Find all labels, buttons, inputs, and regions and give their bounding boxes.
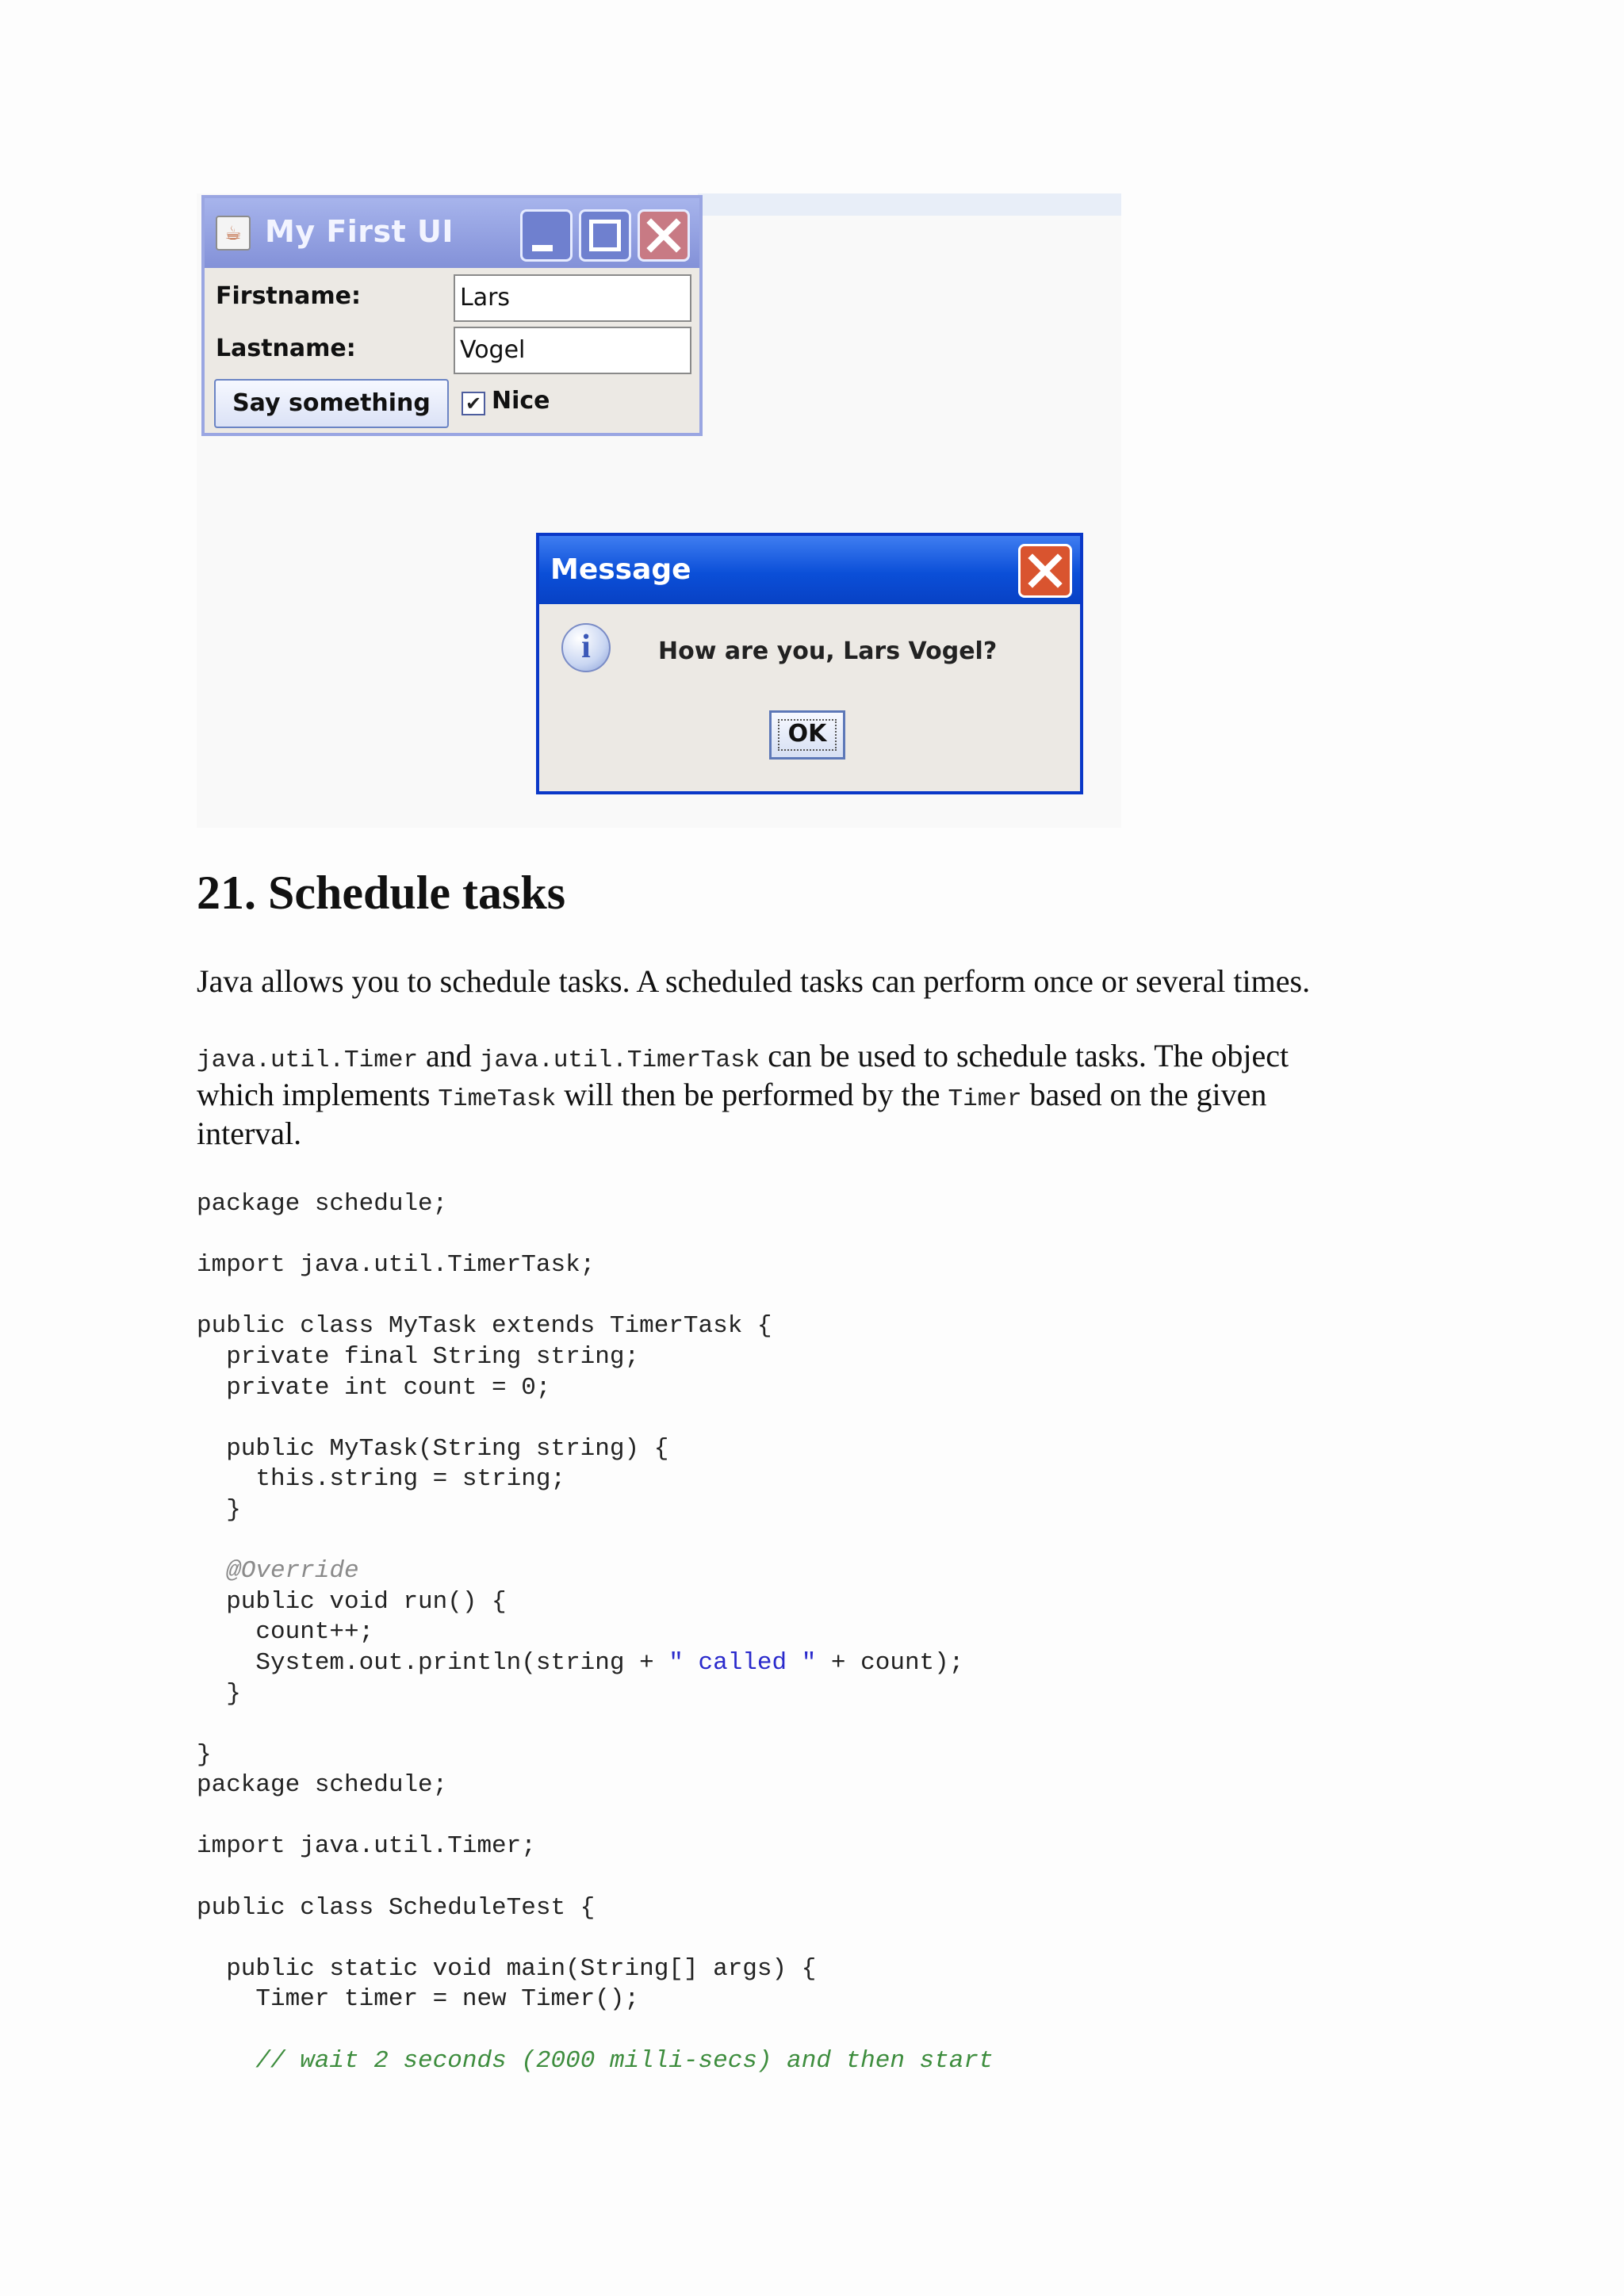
timer-paragraph-line-1 [197, 1037, 1289, 1074]
timer-paragraph-line-2 [197, 1076, 1266, 1113]
code-string-literal: " called " [668, 1648, 817, 1677]
code-comment: // wait 2 seconds (2000 milli-secs) and then start [255, 2046, 994, 2075]
lastname-input[interactable]: Vogel [454, 327, 691, 374]
nice-checkbox[interactable]: ✔ [462, 392, 485, 415]
minimize-button[interactable] [520, 209, 573, 262]
ok-button[interactable] [769, 710, 845, 760]
focus-ring [778, 719, 837, 751]
java-icon: ☕ [216, 216, 251, 251]
dialog-close-button[interactable] [1018, 544, 1072, 598]
close-icon [1021, 546, 1070, 595]
timer-paragraph-line-3: interval. [197, 1115, 302, 1151]
text: will then be performed by the [556, 1077, 948, 1112]
close-icon [640, 212, 688, 259]
my-first-ui-window [201, 195, 703, 436]
text: based on the given [1021, 1077, 1267, 1112]
inline-code: java.util.TimerTask [479, 1047, 760, 1074]
text: can be used to schedule tasks. The object [760, 1038, 1289, 1073]
window-title: My First UI [265, 214, 454, 249]
ok-button-label: OK [787, 720, 827, 748]
inline-code: Timer [948, 1085, 1022, 1113]
title-bar[interactable] [205, 198, 699, 268]
minimize-icon [532, 245, 553, 251]
code-segment: package schedule; import java.util.TimerTask; public class MyTask extends TimerTask { private final String string; private int count = 0; public MyTask(String string) { this.string = string; } [197, 1190, 772, 1524]
close-button[interactable] [638, 209, 690, 262]
text: and [418, 1038, 480, 1073]
text: which implements [197, 1077, 439, 1112]
nice-checkbox-label[interactable]: Nice [492, 387, 550, 415]
inline-code: java.util.Timer [197, 1047, 419, 1074]
dialog-title: Message [550, 553, 691, 586]
inline-code: TimeTask [438, 1085, 557, 1113]
screenshot-strip [698, 193, 1121, 216]
firstname-input[interactable]: Lars [454, 274, 691, 322]
code-annotation: @Override [226, 1557, 359, 1586]
info-icon: i [561, 623, 611, 672]
firstname-label: Firstname: [216, 282, 361, 310]
section-heading: 21. Schedule tasks [197, 867, 566, 919]
say-something-button[interactable]: Say something [214, 379, 449, 428]
code-segment: public void run() { count++; System.out.println(string + [226, 1587, 654, 1677]
dialog-title-bar[interactable] [539, 536, 1080, 604]
maximize-button[interactable] [579, 209, 631, 262]
intro-paragraph: Java allows you to schedule tasks. A scheduled tasks can perform once or several times. [197, 963, 1311, 999]
dialog-message: How are you, Lars Vogel? [658, 637, 998, 665]
lastname-label: Lastname: [216, 335, 356, 362]
code-segment: + count); } } package schedule; import java.util.Timer; public class ScheduleTest { public static void main(String[] args) { Timer timer = new Timer(); [197, 1648, 964, 2014]
message-dialog [536, 533, 1083, 794]
maximize-icon [589, 220, 621, 251]
code-listing [197, 1189, 994, 2076]
